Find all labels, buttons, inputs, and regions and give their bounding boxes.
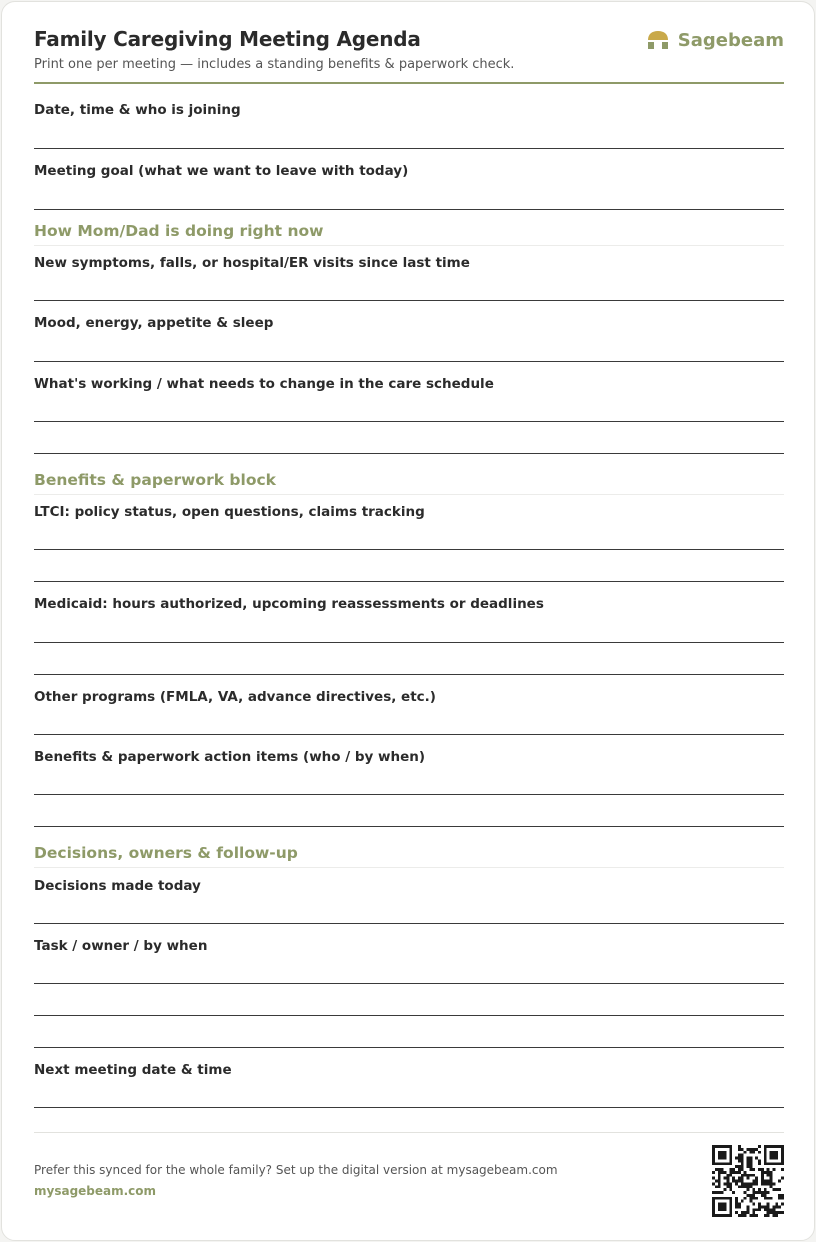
write-in-line[interactable] [34,300,784,301]
qr-code-icon[interactable] [712,1145,784,1217]
footer-link[interactable]: mysagebeam.com [34,1184,157,1198]
write-in-line[interactable] [34,361,784,362]
write-in-line[interactable] [34,581,784,582]
write-in-line[interactable] [34,421,784,422]
write-in-line[interactable] [34,923,784,924]
write-in-line[interactable] [34,453,784,454]
field-label-ltci: LTCI: policy status, open questions, claims tracking [34,504,425,520]
field-label-date-time: Date, time & who is joining [34,102,241,118]
write-in-line[interactable] [34,209,784,210]
field-label-task-owner: Task / owner / by when [34,938,208,954]
write-in-line[interactable] [34,1107,784,1108]
brand-name: Sagebeam [677,29,784,51]
agenda-page [1,1,815,1241]
field-label-medicaid: Medicaid: hours authorized, upcoming reassessments or deadlines [34,596,544,612]
write-in-line[interactable] [34,734,784,735]
section-title-benefits: Benefits & paperwork block [34,465,784,495]
footer-text: Prefer this synced for the whole family? Set up the digital version at mysagebeam.com [34,1163,558,1177]
field-label-next-meeting: Next meeting date & time [34,1062,232,1078]
field-label-meeting-goal: Meeting goal (what we want to leave with today) [34,163,409,179]
write-in-line[interactable] [34,1015,784,1016]
write-in-line[interactable] [34,794,784,795]
write-in-line[interactable] [34,148,784,149]
field-label-benefits-action-items: Benefits & paperwork action items (who / by when) [34,749,426,765]
write-in-line[interactable] [34,826,784,827]
sagebeam-logo-icon [647,30,669,50]
brand [647,28,784,52]
section-title-status: How Mom/Dad is doing right now [34,216,784,246]
write-in-line[interactable] [34,983,784,984]
field-label-decisions-made: Decisions made today [34,878,201,894]
field-label-mood: Mood, energy, appetite & sleep [34,315,274,331]
page-subtitle: Print one per meeting — includes a standing benefits & paperwork check. [34,57,515,72]
write-in-line[interactable] [34,674,784,675]
page-content [34,2,784,1240]
field-label-symptoms: New symptoms, falls, or hospital/ER visits since last time [34,255,470,271]
footer-divider [34,1132,784,1133]
field-label-care-schedule: What's working / what needs to change in the care schedule [34,376,494,392]
page-title: Family Caregiving Meeting Agenda [34,27,421,51]
write-in-line[interactable] [34,642,784,643]
page-header [34,24,784,84]
write-in-line[interactable] [34,1047,784,1048]
field-label-other-programs: Other programs (FMLA, VA, advance directives, etc.) [34,689,436,705]
write-in-line[interactable] [34,549,784,550]
section-title-decisions: Decisions, owners & follow-up [34,838,784,868]
